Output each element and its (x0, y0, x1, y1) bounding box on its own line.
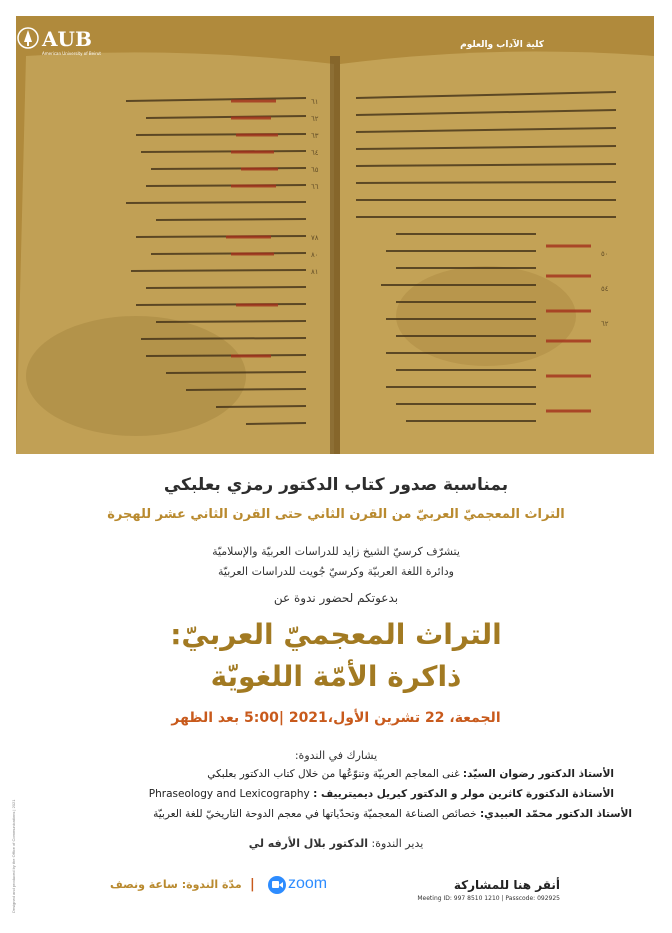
svg-text:٧٨: ٧٨ (311, 234, 319, 242)
aub-logo-subtext: American University of Beirut (42, 51, 101, 56)
speaker-1-name: الأستاذ الدكتور رضوان السيّد: (462, 768, 614, 780)
zoom-logo-text: zoom (288, 875, 328, 892)
moderator-label: يدير الندوة: (368, 837, 424, 850)
aub-logo-icon (16, 16, 102, 66)
manuscript-banner-image (16, 16, 654, 454)
zoom-camera-icon (268, 876, 286, 894)
speaker-2 (149, 788, 614, 800)
event-datetime: الجمعة، 22 تشرين الأول،2021 |5:00 بعد الظهر (171, 710, 501, 726)
seminar-title-line-2: ذاكرة الأمّة اللغويّة (210, 660, 462, 693)
participants-label: يشارك في الندوة: (294, 749, 378, 762)
design-credit-text: Designed and produced by the Office of Communications | 2021 (11, 799, 16, 913)
svg-text:٦٥: ٦٥ (311, 166, 319, 174)
seminar-title-line-1: التراث المعجميّ العربيّ: (170, 618, 502, 651)
zoom-logo[interactable] (268, 876, 338, 894)
svg-text:٥٠: ٥٠ (601, 250, 609, 258)
svg-text:٦١: ٦١ (311, 98, 319, 106)
svg-text:٦٢: ٦٢ (601, 320, 609, 328)
faculty-name: كلية الآداب والعلوم (460, 40, 544, 50)
moderator-line (30, 837, 642, 850)
design-credit (11, 733, 19, 913)
host-line-1: يتشرّف كرسيّ الشيخ زايد للدراسات العربيّة والإسلاميّة (212, 545, 460, 558)
speaker-3 (153, 808, 632, 820)
meeting-info: Meeting ID: 997 8510 1210 | Passcode: 092925 (417, 895, 560, 902)
manuscript-illustration (16, 16, 654, 454)
svg-text:٨١: ٨١ (311, 268, 319, 276)
aub-logo-text: AUB (42, 27, 92, 51)
separator: | (250, 877, 255, 892)
speaker-3-topic: خصائص الصناعة المعجميّة وتحدّياتها في معجم الدوحة التاريخيّ للغة العربيّة (153, 808, 480, 820)
invitation-text: بدعوتكم لحضور ندوة عن (273, 591, 399, 605)
occasion-heading: بمناسبة صدور كتاب الدكتور رمزي بعلبكي (163, 475, 509, 495)
speaker-2-topic: Phraseology and Lexicography (148, 788, 314, 800)
speaker-3-name: الأستاذ الدكتور محمّد العبيدي: (479, 808, 632, 820)
speaker-1 (207, 768, 614, 780)
svg-text:٦٦: ٦٦ (311, 183, 319, 191)
svg-text:٦٢: ٦٢ (311, 115, 319, 123)
zoom-row (110, 873, 560, 909)
seminar-duration: مدّة الندوة: ساعة ونصف (110, 878, 242, 891)
svg-text:٦٤: ٦٤ (311, 149, 319, 157)
moderator-name: الدكتور بلال الأرفه لي (248, 837, 369, 850)
svg-text:٦٣: ٦٣ (311, 132, 319, 140)
host-line-2: ودائرة اللغة العربيّة وكرسيّ جُويت للدراسات العربيّة (218, 565, 454, 578)
svg-text:٥٤: ٥٤ (601, 285, 609, 293)
svg-text:٨٠: ٨٠ (311, 251, 319, 259)
book-title: التراث المعجميّ العربيّ من القرن الثاني حتى القرن الثاني عشر للهجرة (107, 507, 565, 522)
speaker-1-topic: غنى المعاجم العربيّة وتنوّعُها من خلال كتاب الدكتور بعلبكي (207, 768, 463, 780)
speaker-2-name: الأستاذة الدكتورة كاثرين مولر و الدكتور كيريل ديميترييف : (313, 788, 614, 800)
join-link[interactable]: أنقر هنا للمشاركة (453, 878, 560, 892)
